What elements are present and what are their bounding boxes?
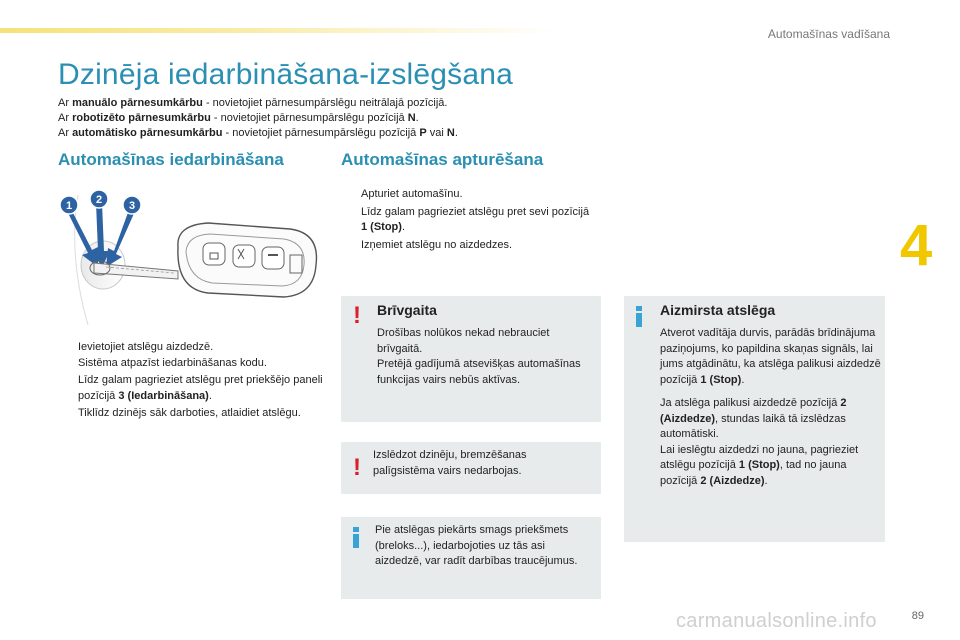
list-item: Apturiet automašīnu. [361, 188, 463, 200]
list-item: Līdz galam pagrieziet atslēgu pret priekšējo paneli pozīcijā 3 (Iedarbināšana). [78, 374, 323, 402]
brake-warning-box [341, 442, 601, 494]
stop-steps-list [341, 187, 591, 255]
freewheel-warning-box [341, 296, 601, 422]
header-accent-bar [0, 28, 560, 33]
chapter-number: 4 [900, 213, 933, 278]
intro-line-manual: Ar manuālo pārnesumkārbu - novietojiet pārnesumpārslēgu neitrālajā pozīcijā. [58, 97, 448, 109]
stop-heading: Automašīnas apturēšana [341, 150, 544, 169]
key-ignition-illustration [58, 185, 328, 333]
forgotten-key-text: Atverot vadītāja durvis, parādās brīdinājuma paziņojums, ko papildina skaņas signāls, lai jums atgādinātu, ka atslēga palikusi aizdedzē pozīcijā 1 (Stop). Ja atslēga palikusi aizdedzē pozīcijā 2 (Aizdedze), stundas laikā tā izslēdzas automātiski. Lai ieslēgtu aizdedzi no jauna, pagrieziet atslēgu pozīcijā 1 (Stop), tad no jauna pozīcijā 2 (Aizdedze). [660, 327, 881, 487]
warning-icon: ! [353, 454, 361, 481]
page-number: 89 [911, 610, 924, 622]
start-heading: Automašīnas iedarbināšana [58, 150, 284, 169]
svg-text:2: 2 [95, 194, 103, 206]
section-name: Automašīnas vadīšana [767, 27, 890, 41]
keyring-info-text: Pie atslēgas piekārts smags priekšmets (breloks...), iedarbojoties uz tās asi aizdedzē, var radīt darbības traucējumus. [375, 524, 578, 567]
label-2 [90, 190, 108, 208]
freewheel-text: Drošības nolūkos nekad nebrauciet brīvgaitā. Pretējā gadījumā atsevišķas automašīnas funkcijas vairs nebūs aktīvas. [377, 327, 581, 386]
list-item: Izņemiet atslēgu no aizdedzes. [361, 238, 513, 251]
info-icon [634, 306, 644, 327]
keyring-info-box [341, 517, 601, 599]
svg-text:1: 1 [65, 200, 73, 212]
intro-text [58, 96, 458, 141]
list-item: Līdz galam pagrieziet atslēgu pret sevi pozīcijā 1 (Stop). [361, 205, 590, 233]
label-3 [123, 196, 141, 214]
intro-line-robotized: Ar robotizēto pārnesumkārbu - novietojiet pārnesumpārslēgu pozīcijā N. [58, 112, 419, 124]
forgotten-key-title: Aizmirsta atslēga [660, 302, 776, 318]
forgotten-key-info-box [624, 296, 885, 542]
svg-text:3: 3 [128, 200, 136, 212]
start-steps-list [58, 340, 328, 424]
list-item: Tiklīdz dzinējs sāk darboties, atlaidiet atslēgu. [78, 407, 301, 419]
freewheel-title: Brīvgaita [377, 302, 437, 318]
watermark: carmanualsonline.info [676, 610, 877, 632]
intro-line-automatic: Ar automātisko pārnesumkārbu - novietojiet pārnesumpārslēgu pozīcijā P vai N. [58, 127, 458, 139]
key-fob [178, 223, 317, 297]
list-item: Ievietojiet atslēgu aizdedzē. Sistēma atpazīst iedarbināšanas kodu. [78, 341, 267, 369]
label-1 [60, 196, 78, 214]
brake-warning-text: Izslēdzot dzinēju, bremzēšanas palīgsistēma vairs nedarbojas. [373, 449, 527, 477]
info-icon [351, 527, 361, 548]
warning-icon: ! [353, 302, 361, 329]
page-title: Dzinēja iedarbināšana-izslēgšana [58, 58, 514, 91]
